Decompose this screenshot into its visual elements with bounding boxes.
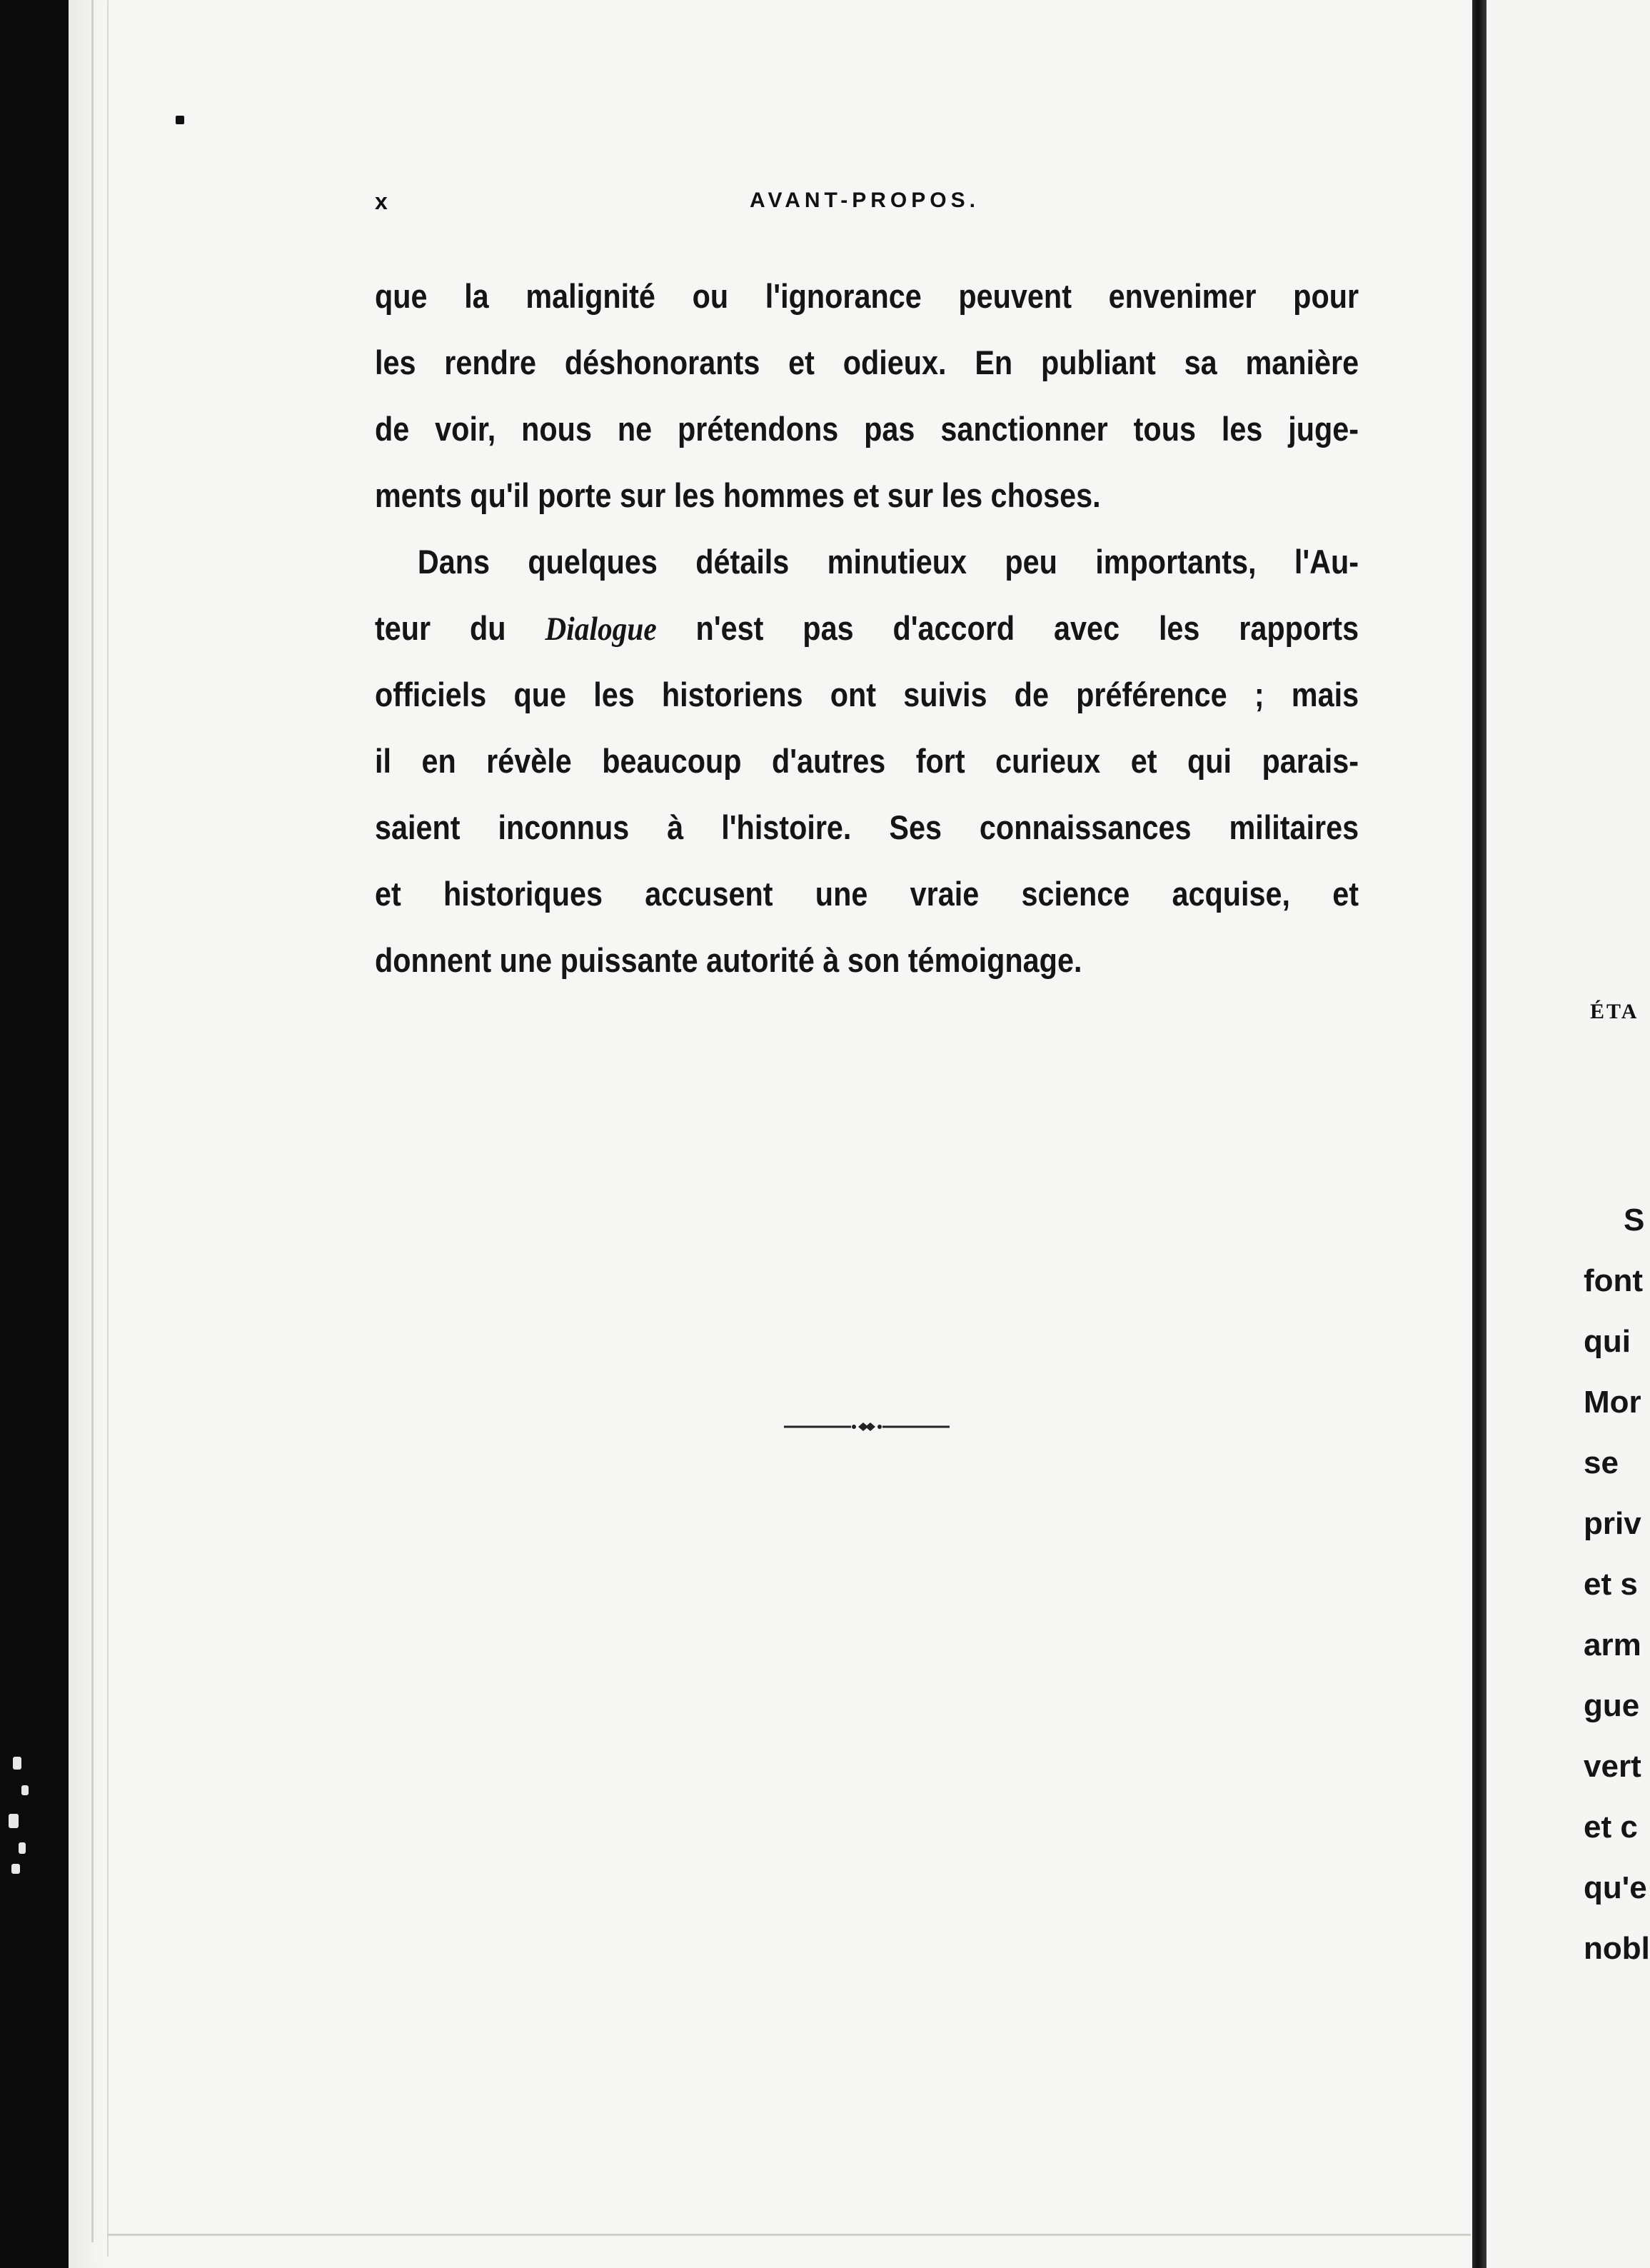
text-span: n'est pas d'accord avec les rapports <box>695 609 1359 647</box>
text-line <box>375 595 1359 661</box>
page-bottom-edge <box>107 2234 1471 2236</box>
text-line: ments qu'il porte sur les hommes et sur les choses. <box>375 476 1101 514</box>
margin-speck <box>21 1785 29 1795</box>
margin-speck <box>13 1757 21 1770</box>
page-number: x <box>375 189 388 214</box>
text-line: se <box>1584 1445 1619 1480</box>
margin-speck <box>11 1864 20 1874</box>
text-line: saient inconnus à l'histoire. Ses connaissances militaires <box>375 808 1359 846</box>
text-line: vert <box>1584 1749 1641 1784</box>
text-line: Dans quelques détails minutieux peu importants, l'Au- <box>417 543 1359 581</box>
text-line: de voir, nous ne prétendons pas sanctionner tous les juge- <box>375 410 1359 448</box>
text-line: donnent une puissante autorité à son témoignage. <box>375 941 1082 979</box>
text-line: que la malignité ou l'ignorance peuvent envenimer pour <box>375 277 1359 315</box>
text-line: qui <box>1584 1324 1631 1359</box>
book-gutter <box>1472 0 1486 2268</box>
text-line: priv <box>1584 1506 1641 1541</box>
right-page-text <box>1584 1190 1650 1979</box>
text-line: et s <box>1584 1567 1638 1602</box>
italic-title: Dialogue <box>545 611 657 648</box>
margin-speck <box>19 1842 26 1854</box>
text-line: et historiques accusent une vraie science acquise, et <box>375 875 1359 913</box>
body-text <box>375 263 1359 993</box>
running-title: AVANT-PROPOS. <box>750 189 980 212</box>
text-line: Mor <box>1584 1385 1641 1420</box>
text-line: officiels que les historiens ont suivis de préférence ; mais <box>375 676 1359 713</box>
text-span: teur du <box>375 609 506 647</box>
running-head <box>375 184 1359 227</box>
page-edge-line <box>91 0 94 2242</box>
margin-speck <box>9 1814 19 1828</box>
ornament-divider <box>784 1418 950 1435</box>
text-line: gue <box>1584 1688 1640 1723</box>
text-line: les rendre déshonorants et odieux. En publiant sa manière <box>375 343 1359 381</box>
text-line: et c <box>1584 1810 1638 1845</box>
text-line: qu'e <box>1584 1870 1647 1905</box>
text-line: il en révèle beaucoup d'autres fort curieux et qui parais- <box>375 742 1359 780</box>
right-page-header: ÉTA <box>1590 1000 1639 1023</box>
text-line: nobl <box>1584 1931 1650 1966</box>
text-line: arm <box>1584 1627 1641 1662</box>
scan-left-margin <box>0 0 69 2268</box>
text-line: font <box>1584 1263 1644 1298</box>
text-line: S <box>1624 1203 1645 1238</box>
ink-mark <box>176 116 184 124</box>
page-edge-line <box>107 0 109 2257</box>
